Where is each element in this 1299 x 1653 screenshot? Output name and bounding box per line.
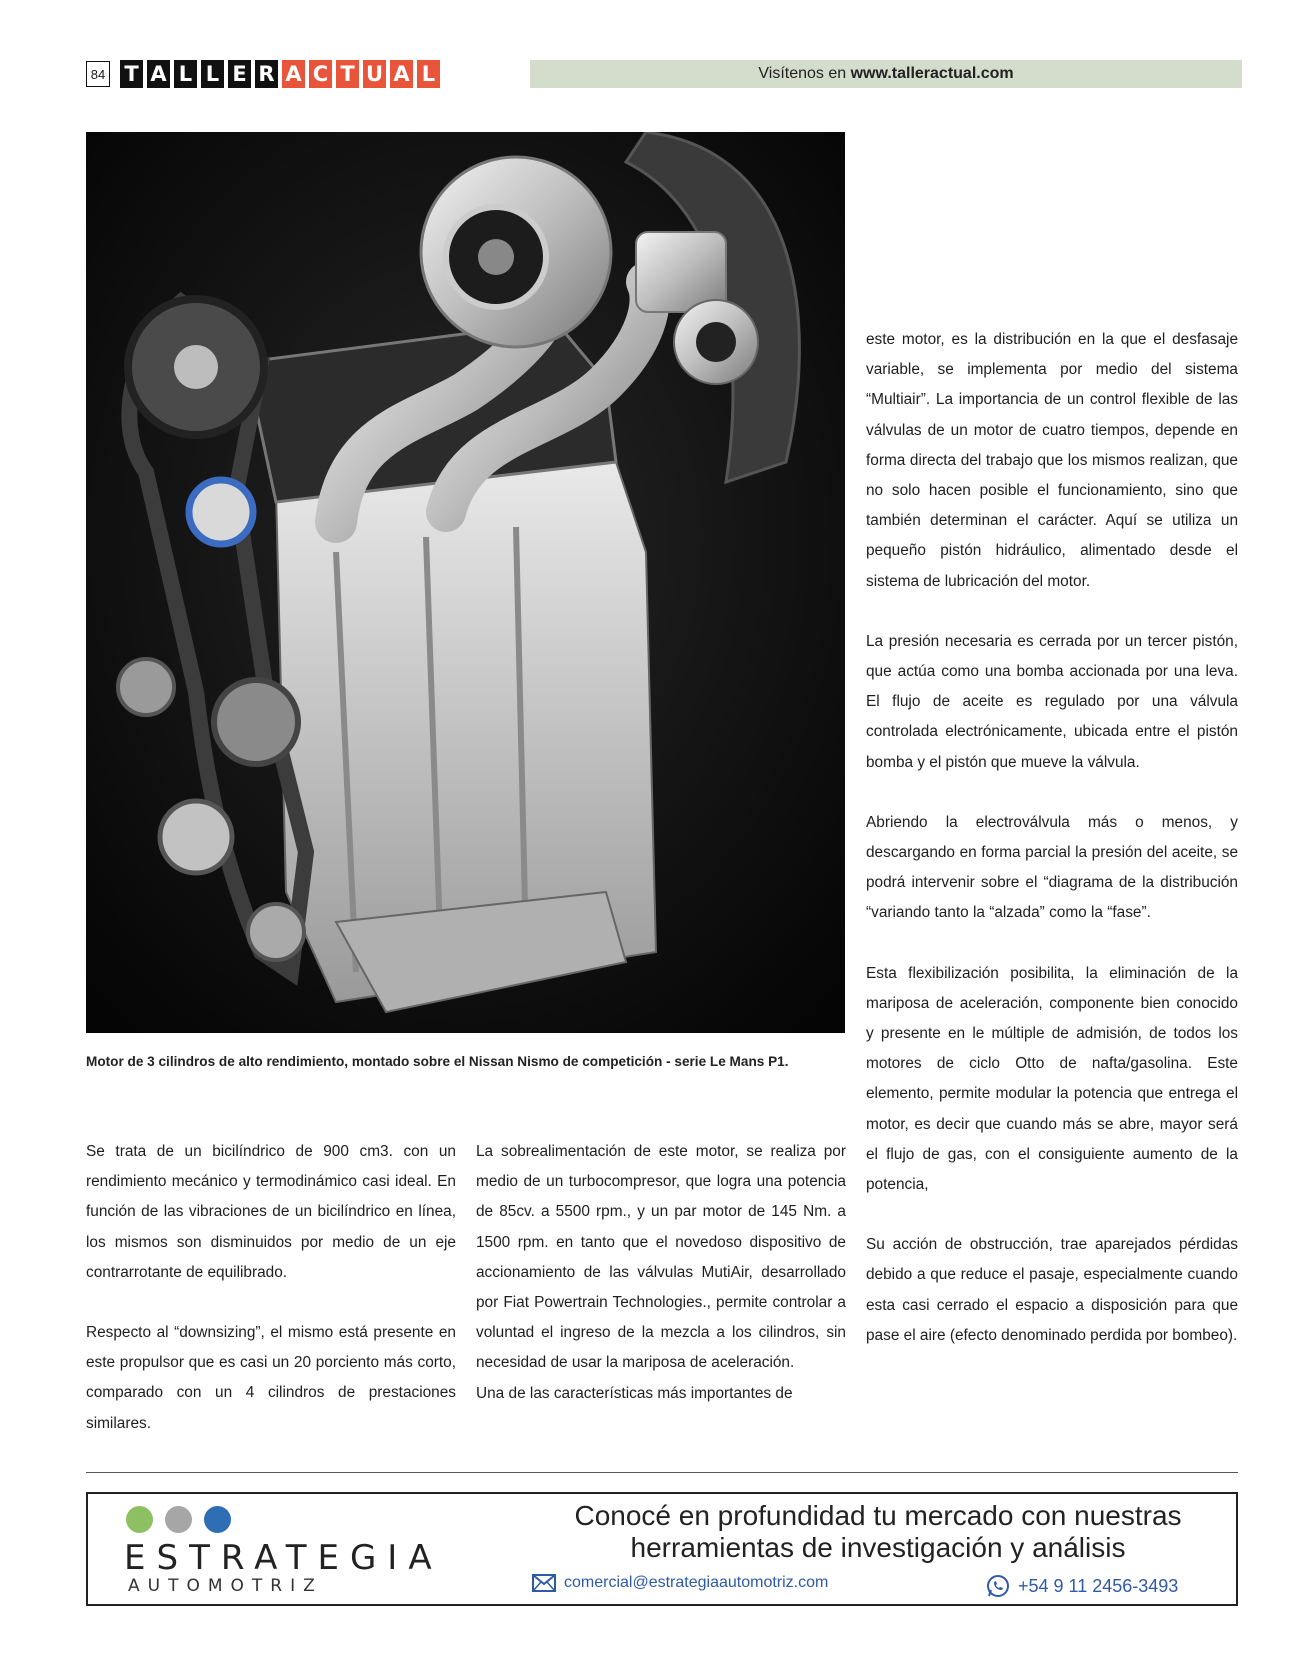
- ad-phone-number[interactable]: +54 9 11 2456-3493: [1018, 1575, 1179, 1596]
- page-number: 84: [86, 61, 110, 87]
- paragraph: La sobrealimentación de este motor, se realiza por medio de un turbocompresor, que logra una potencia de 85cv. a 5500 rpm., y un par motor de 145 Nm. a 1500 rpm. en tanto que el novedoso dispositivo de accionamiento de las válvulas MutiAir, desarrollado por Fiat Powertrain Technologies., permite controlar a voluntad el ingreso de la mezcla a los cilindros, sin necesidad de usar la mariposa de aceleración.: [476, 1143, 846, 1372]
- engine-illustration: [86, 132, 845, 1033]
- ad-phone[interactable]: [986, 1574, 1178, 1598]
- paragraph: Esta flexibilización posibilita, la eliminación de la mariposa de aceleración, componente bien conocido y presente en le múltiple de admisión, de todos los motores de ciclo Otto de nafta/gasolina. Este elemento, permite modular la potencia que entrega el motor, es decir que cuando más se abre, mayor será el flujo de gas, con el consiguiente aumento de la potencia,: [866, 964, 1238, 1194]
- ad-headline-line: Conocé en profundidad tu mercado con nuestras: [574, 1500, 1182, 1531]
- whatsapp-icon: [986, 1574, 1010, 1598]
- site-prefix: Visítenos en: [758, 65, 847, 82]
- logo-letter: L: [201, 60, 224, 88]
- paragraph: Abriendo la electroválvula más o menos, y descargando en forma parcial la presión del aceite, se podrá intervenir sobre el “diagrama de la distribución “variando tanto la “alzada” como la “fase”.: [866, 813, 1238, 922]
- brand-dots: [126, 1506, 231, 1533]
- ad-brand-name: ESTRATEGIA: [124, 1538, 443, 1578]
- text-column-1: [86, 1137, 456, 1469]
- blue-dot-icon: [204, 1506, 231, 1533]
- page-header: [86, 60, 1242, 90]
- logo-letter: A: [390, 60, 413, 88]
- logo-letter: C: [309, 60, 332, 88]
- ad-email[interactable]: [532, 1574, 828, 1592]
- photo-caption: Motor de 3 cilindros de alto rendimiento, montado sobre el Nissan Nismo de competición - serie Le Mans P1.: [86, 1054, 789, 1069]
- logo-letter: L: [417, 60, 440, 88]
- paragraph: Respecto al “downsizing”, el mismo está presente en este propulsor que es casi un 20 porciento más corto, comparado con un 4 cilindros de prestaciones similares.: [86, 1324, 456, 1432]
- site-banner: [530, 60, 1242, 88]
- paragraph: Una de las características más importantes de: [476, 1384, 793, 1402]
- logo-letter: A: [282, 60, 305, 88]
- ad-email-link[interactable]: comercial@estrategiaautomotriz.com: [564, 1574, 829, 1591]
- ad-brand-subtitle: AUTOMOTRIZ: [128, 1576, 323, 1596]
- logo-letter: L: [174, 60, 197, 88]
- magazine-logo: [120, 60, 440, 88]
- ad-headline-line: herramientas de investigación y análisis: [630, 1532, 1126, 1563]
- logo-letter: T: [336, 60, 359, 88]
- ad-headline: [508, 1500, 1248, 1564]
- advertisement-banner[interactable]: [86, 1492, 1238, 1606]
- text-column-3: [866, 325, 1238, 1351]
- site-url-link[interactable]: www.talleractual.com: [850, 65, 1014, 82]
- engine-photo: [86, 132, 845, 1033]
- section-divider: [86, 1472, 1238, 1473]
- logo-letter: A: [147, 60, 170, 88]
- paragraph: Su acción de obstrucción, trae aparejados pérdidas debido a que reduce el pasaje, especialmente cuando esta casi cerrado el espacio a disposición para que pase el aire (efecto denominado perdida por bombeo).: [866, 1236, 1238, 1344]
- green-dot-icon: [126, 1506, 153, 1533]
- logo-letter: R: [255, 60, 278, 88]
- paragraph: Se trata de un bicilíndrico de 900 cm3. con un rendimiento mecánico y termodinámico casi ideal. En función de las vibraciones de un bicilíndrico en línea, los mismos son disminuidos por medio de un eje contrarrotante de equilibrado.: [86, 1143, 456, 1281]
- text-column-2: [476, 1137, 846, 1409]
- gray-dot-icon: [165, 1506, 192, 1533]
- paragraph: La presión necesaria es cerrada por un tercer pistón, que actúa como una bomba accionada por una leva. El flujo de aceite es regulado por una válvula controlada electrónicamente, ubicada entre el pistón bomba y el pistón que mueve la válvula.: [866, 632, 1238, 771]
- logo-letter: T: [120, 60, 143, 88]
- logo-letter: U: [363, 60, 386, 88]
- envelope-icon: [532, 1574, 556, 1592]
- logo-letter: E: [228, 60, 251, 88]
- paragraph: este motor, es la distribución en la que el desfasaje variable, se implementa por medio del sistema “Multiair”. La importancia de un control flexible de las válvulas de un motor de cuatro tiempos, depende en forma directa del trabajo que los mismos realizan, que no solo hacen posible el funcionamiento, sino que también determinan el carácter. Aquí se utiliza un pequeño pistón hidráulico, alimentado desde el sistema de lubricación del motor.: [866, 331, 1238, 590]
